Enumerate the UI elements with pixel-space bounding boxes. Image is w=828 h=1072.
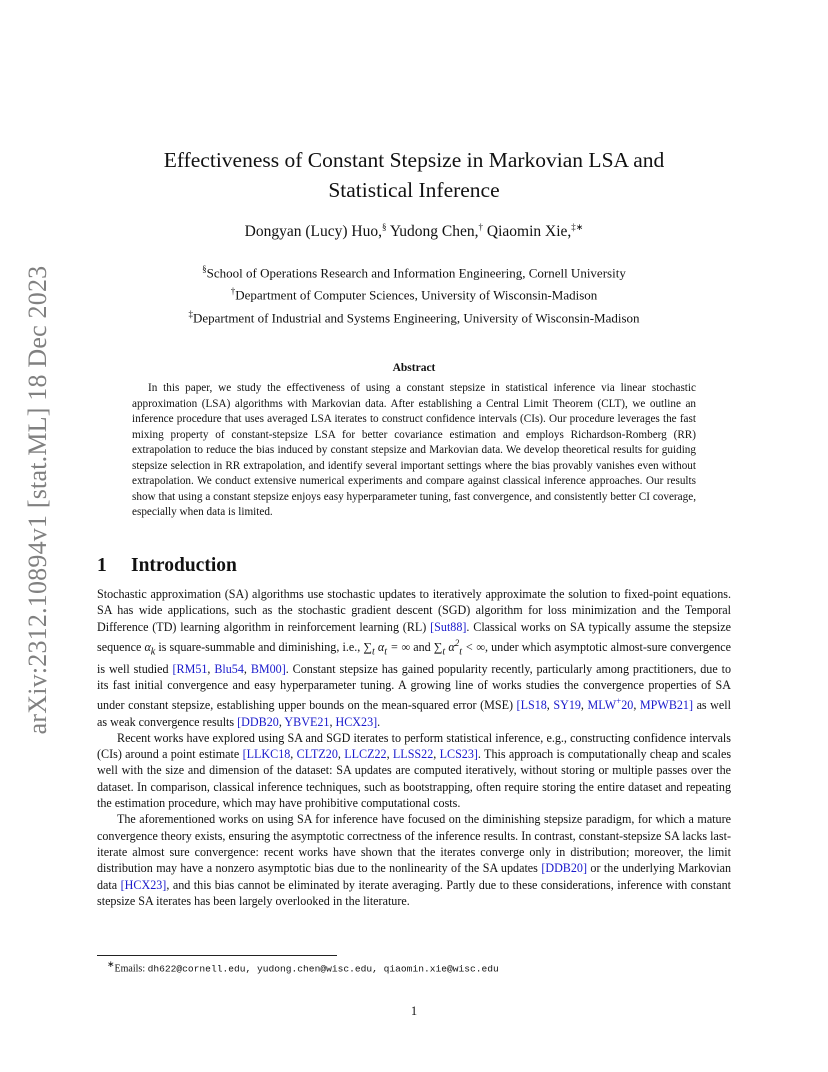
math-subscript: t <box>459 646 462 658</box>
introduction-body <box>97 586 731 909</box>
paragraph-2 <box>97 730 731 811</box>
title-line-1: Effectiveness of Constant Stepsize in Markovian LSA and <box>163 148 665 172</box>
citation-link[interactable]: [HCX23] <box>120 877 167 892</box>
citation-link[interactable]: YBVE21 <box>284 714 330 729</box>
author-3-mark: ‡∗ <box>571 222 584 232</box>
affiliation-1-text: School of Operations Research and Information Engineering, Cornell University <box>206 265 626 281</box>
citation-text: 20 <box>621 698 634 713</box>
math-sum-alpha-squared <box>433 637 485 658</box>
citation-link[interactable]: HCX23] <box>335 714 378 729</box>
arxiv-identifier: arXiv:2312.10894v1 [stat.ML] 18 Dec 2023 <box>23 265 52 735</box>
author-2-mark: † <box>478 222 484 232</box>
text-run: as well as weak convergence results <box>97 698 732 729</box>
math-symbol: α <box>144 639 151 654</box>
abstract-text: In this paper, we study the effectiveness of using a constant stepsize in statistical inference via linear stochastic approximation (LSA) algorithms with Markovian data. After establishing a Central Limit Theorem (CLT), we outline an inference procedure that uses averaged LSA iterates to construct confidence intervals (CIs). Our procedure leverages the fast mixing property of constant-stepsize LSA for better covariance estimation and employs Richardson-Romberg (RR) extrapolation to reduce the bias induced by constant stepsize and Markovian data. We develop theoretical results for guiding stepsize selection in RR extrapolation, and identify several important settings where the bias provably vanishes even without extrapolation. We conduct extensive numerical experiments and compare against classical inference approaches. Our results show that using a constant stepsize enjoys easy hyperparameter tuning, fast convergence, and consistently better CI coverage, especially when data is limited. <box>132 382 696 518</box>
abstract-heading: Abstract <box>392 362 436 374</box>
author-1-mark: § <box>382 222 387 232</box>
math-subscript: k <box>150 646 156 658</box>
math-symbol: < ∞ <box>462 639 485 654</box>
text-run: is square-summable and diminishing, i.e., <box>155 639 364 654</box>
text-run: , <box>580 698 588 713</box>
text-run: , <box>278 714 285 729</box>
affiliation-1-mark: § <box>202 264 207 274</box>
citation-text: MLW <box>587 698 617 713</box>
affiliation-3-text: Department of Industrial and Systems Engineering, University of Wisconsin-Madison <box>192 309 640 325</box>
author-2: Yudong Chen, <box>389 223 479 241</box>
author-1: Dongyan (Lucy) Huo, <box>244 223 382 241</box>
math-symbol: α <box>374 639 385 654</box>
paragraph-1 <box>97 586 731 730</box>
text-run: . This approach is computationally cheap and scales well with the size and dimension of the dataset: SA updates are computed iteratively, without storing or multiple passes over the dataset. In comparison, classical inference techniques, such as bootstrapping, often require storing the entire dataset and repeating the estimation procedure, which may have prohibitive computational costs. <box>97 747 732 811</box>
citation-link[interactable]: [LLKC18 <box>242 747 291 762</box>
math-alpha-k <box>144 639 156 658</box>
text-run: , <box>433 747 440 762</box>
text-run: , <box>337 747 345 762</box>
footnote-emails[interactable]: dh622@cornell.edu, yudong.chen@wisc.edu, qiaomin.xie@wisc.edu <box>147 963 499 975</box>
text-run: , and this bias cannot be eliminated by iterate averaging. Partly due to these considerations, inference with constant stepsize SA iterates has been largely overlooked in the literature. <box>97 877 732 908</box>
affiliation-2 <box>100 282 728 304</box>
citation-link[interactable] <box>588 698 634 712</box>
math-symbol: = ∞ <box>387 639 411 654</box>
text-run: . Constant stepsize has gained popularity recently, particularly among practitioners, due to its fast initial convergence and easy hyperparameter tuning. A growing line of works studies the convergence properties of SA under constant stepsize, establishing upper bounds on the mean-squared error (MSE) <box>97 661 731 713</box>
citation-link[interactable]: MPWB21] <box>639 698 694 713</box>
section-heading <box>97 555 237 577</box>
text-run: . Classical works on SA typically assume the stepsize sequence <box>97 619 731 654</box>
math-superscript: 2 <box>454 637 460 648</box>
footnote-mark: ∗ <box>107 959 115 969</box>
text-run: , <box>329 714 336 729</box>
citation-superscript: + <box>616 696 622 707</box>
citation-link[interactable]: [RM51 <box>172 661 208 676</box>
arxiv-sidebar <box>18 265 58 735</box>
paragraph-3 <box>97 811 731 909</box>
text-run: The aforementioned works on using SA for inference have focused on the diminishing stepsize paradigm, for which a mature convergence theory exists, ensuring the asymptotic correctness of the inference results. In contrast, constant-stepsize SA lacks last-iterate almost sure convergence: recent works have shown that the iterates converge only in distribution; moreover, the limit distribution may have a nonzero asymptotic bias due to the nonlinearity of the SA updates <box>97 812 731 876</box>
text-run: , <box>546 698 554 713</box>
text-run: , <box>207 661 215 676</box>
citation-link[interactable]: [DDB20 <box>237 714 279 729</box>
citation-link[interactable]: SY19 <box>553 698 581 713</box>
text-run: , <box>386 747 393 762</box>
author-list <box>100 222 728 241</box>
affiliation-2-mark: † <box>230 286 236 297</box>
citation-link[interactable]: Blu54 <box>214 661 244 676</box>
text-run: . <box>377 714 381 729</box>
math-subscript: t <box>372 646 375 658</box>
footnote <box>107 959 499 974</box>
math-symbol: ∑ <box>363 639 372 654</box>
page-number: 1 <box>410 1004 418 1018</box>
text-run: , under which asymptotic almost-sure convergence is well studied <box>97 639 732 676</box>
citation-link[interactable]: [DDB20] <box>541 861 587 876</box>
citation-link[interactable]: [Sut88] <box>430 619 467 634</box>
affiliation-2-text: Department of Computer Sciences, University of Wisconsin-Madison <box>235 287 598 303</box>
math-symbol: α <box>445 639 455 654</box>
paper-title <box>100 145 728 205</box>
text-run: Stochastic approximation (SA) algorithms use stochastic updates to iteratively approximate the solution to fixed-point equations. SA has wide applications, such as the stochastic gradient descent (SGD) algorithm for loss minimization and the Temporal Difference (TD) learning algorithm in reinforcement learning (RL) <box>97 587 731 634</box>
citation-link[interactable]: LCS23] <box>439 747 478 762</box>
math-subscript: t <box>384 646 388 658</box>
math-subscript: t <box>442 646 446 658</box>
footnote-label: Emails: <box>114 963 148 975</box>
text-run: , <box>290 747 297 762</box>
citation-link[interactable]: LLSS22 <box>392 747 434 762</box>
footnote-rule <box>97 955 337 956</box>
math-sum-alpha <box>363 639 411 658</box>
citation-link[interactable]: CLTZ20 <box>296 747 338 762</box>
title-line-2: Statistical Inference <box>328 178 500 202</box>
text-run: and <box>410 639 434 654</box>
affiliation-3 <box>100 305 728 327</box>
text-run: Recent works have explored using SA and SGD iterates to perform statistical inference, e.g., constructing confidence intervals (CIs) around a point estimate <box>97 730 731 762</box>
section-number: 1 <box>97 555 107 576</box>
affiliation-1 <box>100 260 728 282</box>
text-run: , <box>633 698 640 713</box>
text-run: , <box>243 661 251 676</box>
author-3: Qiaomin Xie, <box>486 223 572 241</box>
abstract-body <box>132 381 696 521</box>
affiliation-3-mark: ‡ <box>188 308 193 319</box>
citation-link[interactable]: LLCZ22 <box>344 747 387 762</box>
citation-link[interactable]: [LS18 <box>516 698 547 713</box>
text-run: or the underlying Markovian data <box>97 861 732 892</box>
section-title: Introduction <box>131 555 237 576</box>
citation-link[interactable]: BM00] <box>250 661 286 676</box>
math-symbol: ∑ <box>433 639 443 654</box>
affiliations <box>100 260 728 327</box>
